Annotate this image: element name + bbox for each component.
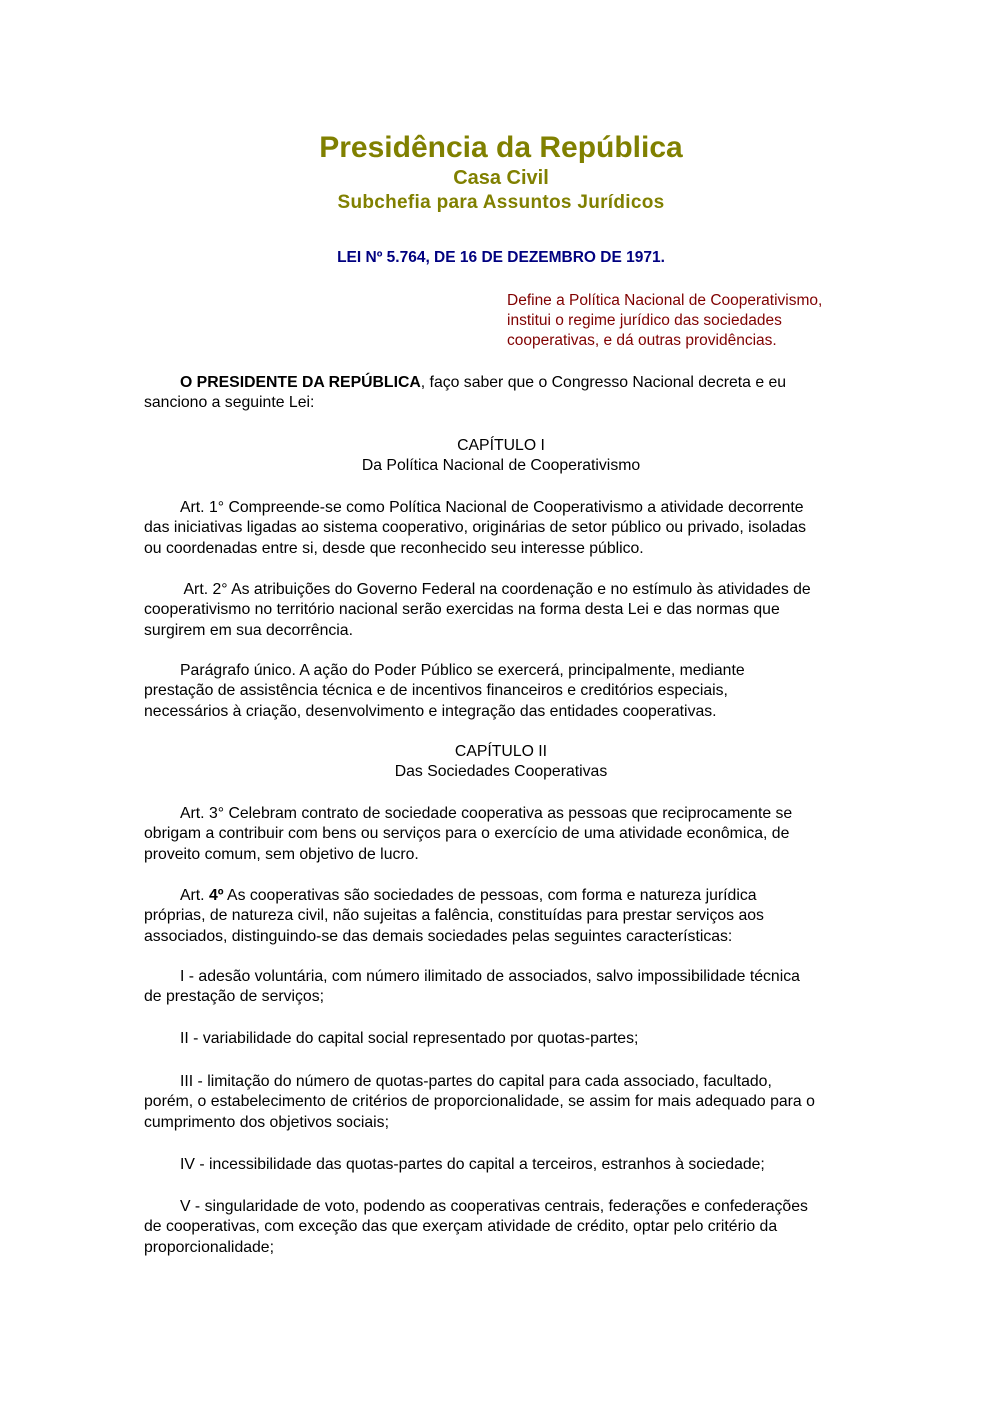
item-5 bbox=[144, 1197, 858, 1258]
article-4 bbox=[144, 886, 858, 947]
preamble-line bbox=[144, 373, 858, 393]
item-2 bbox=[144, 1029, 858, 1049]
article-line: surgirem em sua decorrência. bbox=[144, 621, 353, 639]
item-line: proporcionalidade; bbox=[144, 1238, 274, 1256]
subchefia-heading: Subchefia para Assuntos Jurídicos bbox=[337, 192, 665, 213]
article-2 bbox=[144, 580, 858, 641]
preamble-line: sanciono a seguinte Lei: bbox=[144, 394, 315, 412]
ementa-line: cooperativas, e dá outras providências. bbox=[507, 332, 777, 349]
chapter-1-heading bbox=[144, 436, 858, 477]
item-line: cumprimento dos objetivos sociais; bbox=[144, 1113, 389, 1131]
casa-civil-heading: Casa Civil bbox=[453, 167, 549, 189]
law-ementa bbox=[507, 291, 867, 351]
article-line: Art. 3° Celebram contrato de sociedade cooperativa as pessoas que reciprocamente se bbox=[180, 805, 793, 822]
item-1 bbox=[144, 967, 858, 1008]
item-line: de prestação de serviços; bbox=[144, 988, 325, 1006]
article-line: proveito comum, sem objetivo de lucro. bbox=[144, 845, 419, 863]
item-line: de cooperativas, com exceção das que exerçam atividade de crédito, optar pelo critério da bbox=[144, 1218, 778, 1236]
preamble-line1-rest: , faço saber que o Congresso Nacional decreta e eu bbox=[420, 374, 787, 391]
article-line: obrigam a contribuir com bens ou serviços para o exercício de uma atividade econômica, de bbox=[144, 825, 790, 843]
item-4 bbox=[144, 1155, 858, 1175]
item-line: I - adesão voluntária, com número ilimitado de associados, salvo impossibilidade técnica bbox=[180, 968, 800, 985]
item-3 bbox=[144, 1072, 858, 1133]
article-line: próprias, de natureza civil, não sujeitas a falência, constituídas para prestar serviços aos bbox=[144, 907, 764, 925]
chapter-title: Da Política Nacional de Cooperativismo bbox=[361, 457, 641, 475]
article-4-link[interactable]: 4º bbox=[208, 887, 224, 904]
item-line: IV - incessibilidade das quotas-partes do capital a terceiros, estranhos à sociedade; bbox=[180, 1156, 765, 1173]
article-line: prestação de assistência técnica e de incentivos financeiros e creditórios especiais, bbox=[144, 682, 728, 700]
item-line: III - limitação do número de quotas-partes do capital para cada associado, facultado, bbox=[180, 1073, 772, 1090]
ementa-line: Define a Política Nacional de Cooperativismo, bbox=[507, 292, 823, 309]
article-line: ou coordenadas entre si, desde que reconhecido seu interesse público. bbox=[144, 539, 644, 557]
chapter-title: Das Sociedades Cooperativas bbox=[394, 763, 608, 781]
item-line: porém, o estabelecimento de critérios de proporcionalidade, se assim for mais adequado para o bbox=[144, 1093, 815, 1111]
law-title[interactable]: LEI Nº 5.764, DE 16 DE DEZEMBRO DE 1971. bbox=[337, 249, 665, 266]
article-line: das iniciativas ligadas ao sistema cooperativo, originárias de setor público ou privado, isoladas bbox=[144, 519, 807, 537]
chapter-label: CAPÍTULO II bbox=[454, 743, 548, 760]
article-line: cooperativismo no território nacional serão exercidas na forma desta Lei e das normas que bbox=[144, 601, 780, 619]
item-line: V - singularidade de voto, podendo as cooperativas centrais, federações e confederações bbox=[180, 1198, 808, 1215]
item-line: II - variabilidade do capital social representado por quotas-partes; bbox=[180, 1030, 639, 1047]
ementa-line: institui o regime jurídico das sociedades bbox=[507, 312, 782, 329]
article-line: Art. 4º As cooperativas são sociedades de pessoas, com forma e natureza jurídica bbox=[180, 887, 757, 904]
chapter-label: CAPÍTULO I bbox=[457, 437, 545, 454]
article-line: Art. 2° As atribuições do Governo Federal na coordenação e no estímulo às atividades de bbox=[180, 581, 811, 598]
page-title: Presidência da República bbox=[319, 131, 683, 164]
article-line: associados, distinguindo-se das demais sociedades pelas seguintes características: bbox=[144, 927, 733, 945]
article-2-paragraph bbox=[144, 661, 858, 722]
preamble-bold: O PRESIDENTE DA REPÚBLICA bbox=[180, 374, 421, 391]
preamble bbox=[144, 373, 858, 414]
chapter-2-heading bbox=[144, 742, 858, 783]
article-3 bbox=[144, 804, 858, 865]
article-1 bbox=[144, 498, 858, 559]
article-line: Parágrafo único. A ação do Poder Público se exercerá, principalmente, mediante bbox=[180, 662, 745, 679]
article-line: Art. 1° Compreende-se como Política Nacional de Cooperativismo a atividade decorrente bbox=[180, 499, 804, 516]
article-line: necessários à criação, desenvolvimento e integração das entidades cooperativas. bbox=[144, 702, 717, 720]
